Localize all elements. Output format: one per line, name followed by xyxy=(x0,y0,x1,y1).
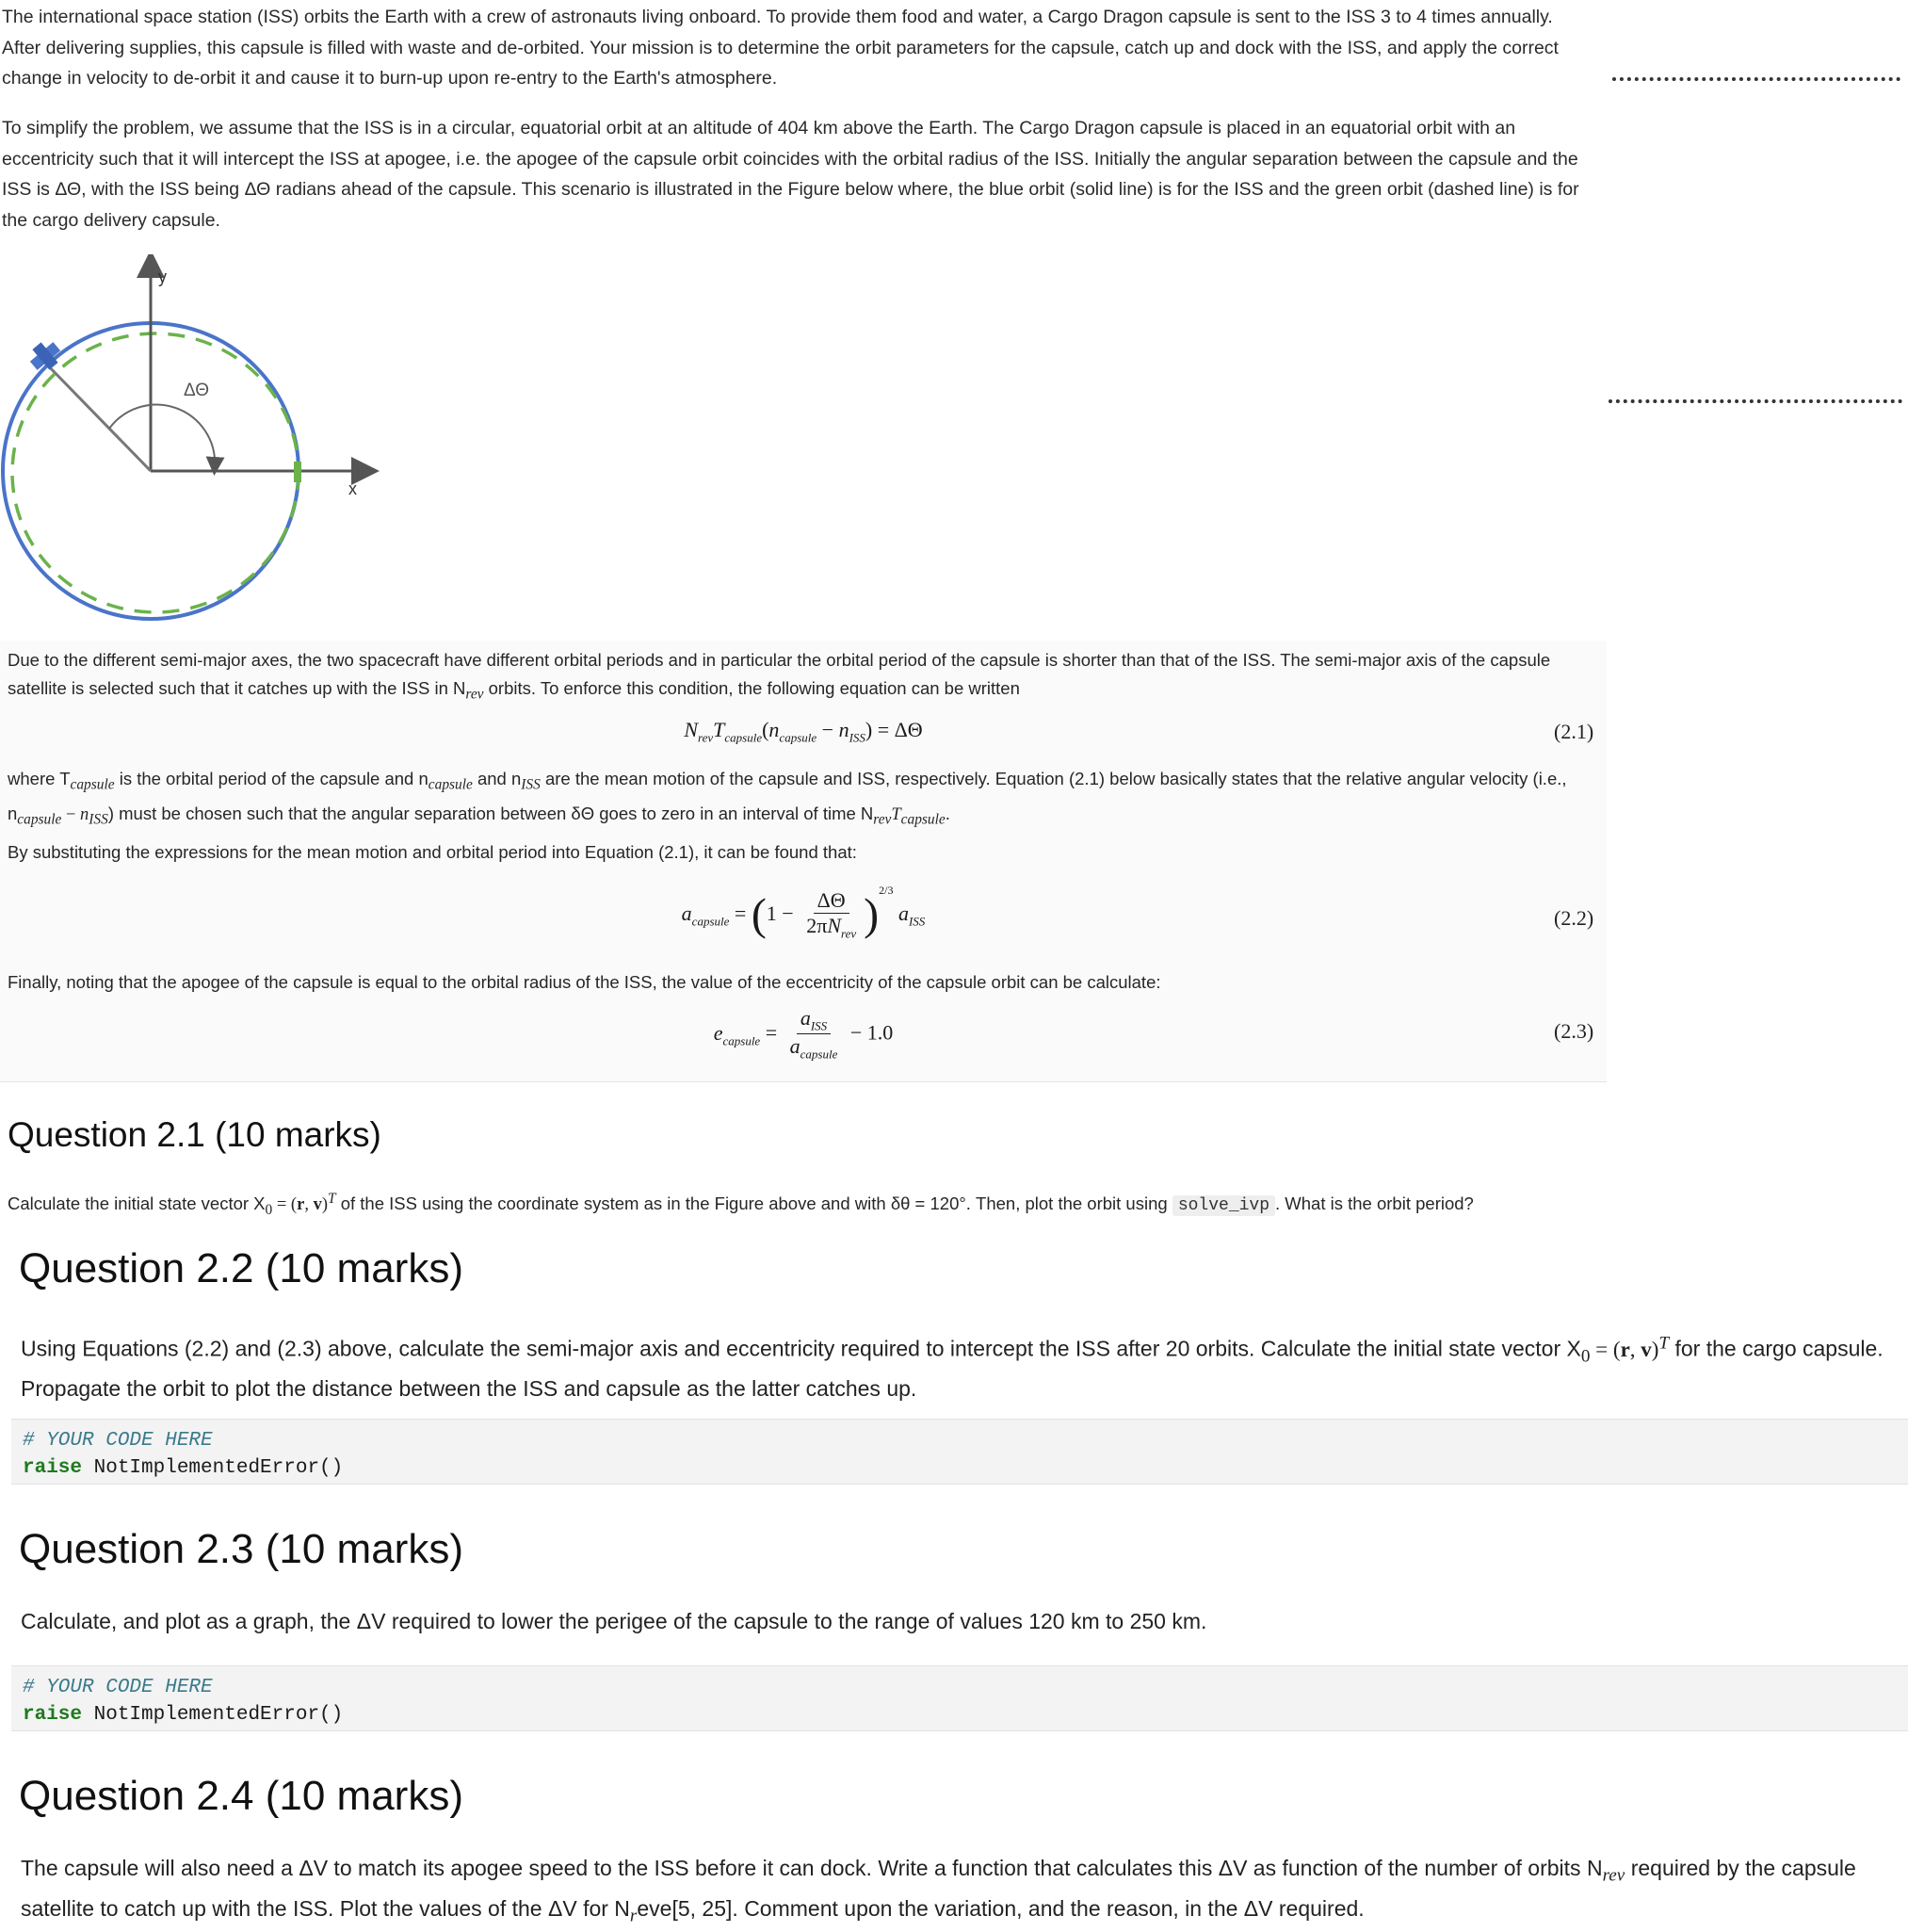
dotted-separator xyxy=(1612,77,1900,81)
panel-paragraph-3: By substituting the expressions for the mean motion and orbital period into Equation (2.1), it can be found that: xyxy=(8,842,857,862)
equation-number-2-2: (2.2) xyxy=(1554,906,1594,930)
code-comment: # YOUR CODE HERE xyxy=(23,1430,213,1452)
intro-paragraph-2: To simplify the problem, we assume that the ISS is in a circular, equatorial orbit at an altitude of 404 km above the Earth. The Cargo Dragon capsule is placed in an equatorial orbit with an eccentricity such that it will intercept the ISS at apogee, i.e. the apogee of the capsule orbit coincides with the orbital radius of the ISS. Initially the angular separation between the capsule and the ISS is ΔΘ, with the ISS being ΔΘ radians ahead of the capsule. This scenario is illustrated in the Figure below where, the blue orbit (solid line) is for the ISS and the green orbit (dashed line) is for the cargo delivery capsule. xyxy=(2,118,1579,231)
equation-number-2-1: (2.1) xyxy=(1554,720,1594,743)
question-2-2-title: Question 2.2 (10 marks) xyxy=(19,1245,463,1291)
capsule-marker xyxy=(294,462,301,482)
equation-2-3: $e_{capsule}$ = $\frac{a_{ISS}}{a_{capsule}}$ − 1.0 xyxy=(713,1006,894,1062)
iss-radius-line xyxy=(42,360,151,471)
code-comment: # YOUR CODE HERE xyxy=(23,1677,213,1698)
capsule-orbit xyxy=(12,333,299,612)
question-2-1-text: Calculate the initial state vector $X_0 = (r$, v)$^T$ of the ISS using the coordinate system as in the Figure above and with δθ = 120°. Then, plot the orbit using solve_ivp . What is the orbit period? xyxy=(8,1191,1474,1218)
intro-paragraph-1: The international space station (ISS) orbits the Earth with a crew of astronauts living onboard. To provide them food and water, a Cargo Dragon capsule is sent to the ISS 3 to 4 times annually. After delivering supplies, this capsule is filled with waste and de-orbited. Your mission is to determine the orbit parameters for the capsule, catch up and dock with the ISS, and apply the correct change in velocity to de-orbit it and cause it to burn-up upon re-entry to the Earth's atmosphere. xyxy=(2,7,1559,89)
question-2-1-title: Question 2.1 (10 marks) xyxy=(8,1115,381,1154)
intro-section xyxy=(2,2,1593,94)
equation-number-2-3: (2.3) xyxy=(1554,1019,1594,1043)
question-2-4-title: Question 2.4 (10 marks) xyxy=(19,1773,463,1819)
code-line: raise NotImplementedError() xyxy=(23,1704,344,1726)
panel-paragraph-2: where $T_{capsule}$ is the orbital period of the capsule and $n_{capsule}$ and $n_{ISS}$ are the mean motion of the capsule and ISS, respectively. Equation (2.1) below basically states that the relative angular velocity (i.e., $n_{capsule} - n_{ISS}$) must be chosen such that the angular separation between δΘ goes to zero in an interval of time $N_{rev}T_{capsule}$. xyxy=(8,769,1567,828)
equation-2-1: $N_{rev}T_{capsule}(n_{capsule} - n_{ISS}) = \Delta\Theta$ xyxy=(684,718,923,745)
orbit-figure xyxy=(0,254,386,650)
solve-ivp-code: solve_ivp xyxy=(1172,1195,1275,1216)
question-2-3-text: Calculate, and plot as a graph, the ΔV required to lower the perigee of the capsule to the range of values 120 km to 250 km. xyxy=(21,1609,1207,1633)
code-cell-2-3[interactable] xyxy=(11,1665,1908,1731)
panel-paragraph-1: Due to the different semi-major axes, the two spacecraft have different orbital periods and in particular the orbital period of the capsule is shorter than that of the ISS. The semi-major axis of the capsule satellite is selected such that it catches up with the ISS in $N_{rev}$ orbits. To enforce this condition, the following equation can be written xyxy=(8,650,1551,703)
angle-arc xyxy=(109,405,215,466)
question-2-3-title: Question 2.3 (10 marks) xyxy=(19,1526,463,1572)
dotted-separator-2 xyxy=(1609,399,1902,403)
derivation-panel xyxy=(0,641,1607,1082)
question-2-2-text: Using Equations (2.2) and (2.3) above, calculate the semi-major axis and eccentricity required to intercept the ISS after 20 orbits. Calculate the initial state vector $X_0 = (r$, v)$^T$ for the cargo capsule. Propagate the orbit to plot the distance between the ISS and capsule as the latter catches up. xyxy=(21,1333,1884,1402)
code-cell-2-2[interactable] xyxy=(11,1419,1908,1485)
intro-section-2 xyxy=(2,113,1593,235)
x-axis-label: x xyxy=(348,479,357,498)
question-2-4-text: The capsule will also need a ΔV to match its apogee speed to the ISS before it can dock. Write a function that calculates this ΔV as function of the number of orbits $N_{rev}$ required by the capsule satellite to catch up with the ISS. Plot the values of the ΔV for $N_reve[5$, 25]. Comment upon the variation, and the reason, in the ΔV required. xyxy=(21,1856,1856,1926)
y-axis-label: y xyxy=(158,268,167,286)
code-line: raise NotImplementedError() xyxy=(23,1457,344,1479)
panel-paragraph-4: Finally, noting that the apogee of the capsule is equal to the orbital radius of the ISS, the value of the eccentricity of the capsule orbit can be calculate: xyxy=(8,972,1161,992)
delta-theta-label: ΔΘ xyxy=(184,381,210,400)
equation-2-2: $a_{capsule} = (1$ − $\frac{\Delta\Theta}{2\pi N_{rev}}$ )$^{2/3}$ $a_{ISS}$ xyxy=(681,884,926,941)
